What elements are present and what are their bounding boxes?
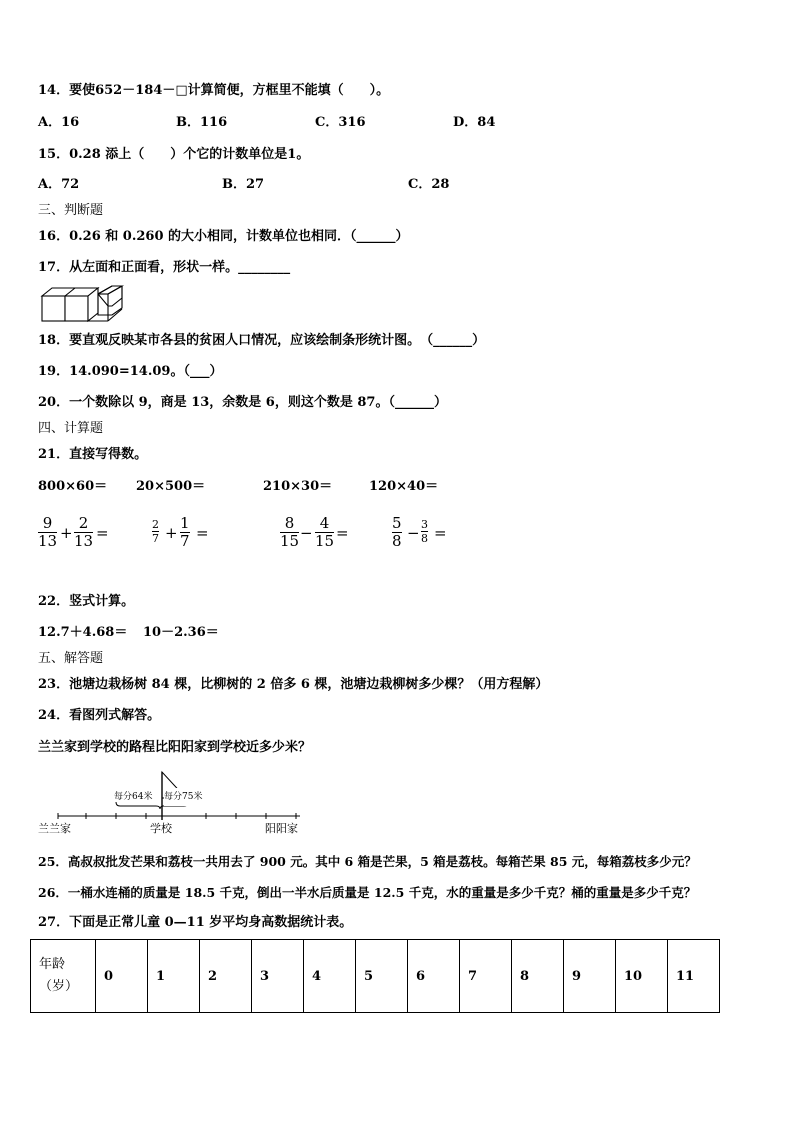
fraction-1b: 2 13 (74, 514, 94, 550)
q21-item-3: 210×30＝ (263, 479, 333, 494)
table-cell: 4 (304, 940, 356, 1013)
q15-option-b: B．27 (222, 177, 265, 192)
operator-plus: + (60, 524, 73, 542)
operator-minus: − (300, 524, 313, 542)
q27-stem: 27．下面是正常儿童 0—11 岁平均身高数据统计表。 (38, 915, 353, 930)
q21-stem: 21．直接写得数。 (38, 447, 148, 462)
table-cell: 9 (564, 940, 616, 1013)
q22-stem: 22．竖式计算。 (38, 594, 135, 609)
q14-option-a: A．16 (38, 115, 80, 130)
section-title-calculation: 四、计算题 (38, 421, 104, 436)
lanlan-home-label: 兰兰家 (38, 822, 71, 835)
table-cell: 8 (512, 940, 564, 1013)
table-row (31, 940, 720, 1013)
q14-stem: 14．要使652－184－□计算简便，方框里不能填（ ）。 (38, 83, 390, 98)
q14-option-b: B．116 (176, 115, 228, 130)
q24-question: 兰兰家到学校的路程比阳阳家到学校近多少米？ (38, 740, 312, 755)
yangyang-home-label: 阳阳家 (265, 822, 298, 835)
table-cell: 2 (200, 940, 252, 1013)
q22-item-1: 12.7＋4.68＝ (38, 625, 128, 640)
q18-stem: 18．要直观反映某市各县的贫困人口情况，应该绘制条形统计图。 （______） (38, 333, 486, 348)
section-title-solutions: 五、解答题 (38, 651, 104, 666)
fraction-4a: 5 8 (392, 514, 402, 550)
q23-stem: 23．池塘边栽杨树 84 棵，比柳树的 2 倍多 6 棵，池塘边栽柳树多少棵？（用方程解） (38, 677, 549, 692)
q14-option-c: C．316 (315, 115, 366, 130)
q19-stem: 19．14.090=14.09。（___） (38, 364, 223, 379)
school-label: 学校 (150, 822, 172, 835)
table-cell: 3 (252, 940, 304, 1013)
q21-item-1: 800×60＝ (38, 479, 108, 494)
equals-sign: = (96, 524, 109, 542)
q22-item-2: 10－2.36＝ (143, 625, 219, 640)
table-cell: 5 (356, 940, 408, 1013)
q24-stem: 24．看图列式解答。 (38, 708, 161, 723)
header-line-1: 年龄 (39, 957, 66, 972)
q14-option-d: D．84 (453, 115, 496, 130)
q20-stem: 20．一个数除以 9，商是 13，余数是 6，则这个数是 87。（______） (38, 395, 447, 410)
table-cell: 6 (408, 940, 460, 1013)
q21-item-4: 120×40＝ (369, 479, 439, 494)
fraction-4b: 3 8 (421, 518, 428, 545)
height-table (30, 939, 720, 1013)
table-cell: 11 (668, 940, 720, 1013)
cubes-figure (40, 284, 126, 324)
fraction-3b: 4 15 (315, 514, 335, 550)
section-title-judgement: 三、判断题 (38, 203, 104, 218)
equals-sign: = (196, 524, 209, 542)
right-speed-label: 每分75米 (164, 788, 202, 806)
table-cell: 7 (460, 940, 512, 1013)
table-cell: 0 (96, 940, 148, 1013)
q21-item-2: 20×500＝ (136, 479, 206, 494)
left-speed-label: 每分64米 (114, 792, 153, 802)
q15-option-c: C．28 (408, 177, 450, 192)
q25-stem: 25．高叔叔批发芒果和荔枝一共用去了 900 元。其中 6 箱是芒果，5 箱是荔枝。每箱芒果 85 元，每箱荔枝多少元？ (38, 854, 697, 869)
table-header-age (31, 940, 96, 1013)
fraction-2a: 2 7 (152, 518, 159, 545)
header-line-2: （岁） (39, 979, 79, 994)
equals-sign: = (336, 524, 349, 542)
q16-stem: 16．0.26 和 0.260 的大小相同，计数单位也相同．（______） (38, 229, 409, 244)
table-cell: 10 (616, 940, 668, 1013)
table-cell: 1 (148, 940, 200, 1013)
q26-stem: 26．一桶水连桶的质量是 18.5 千克，倒出一半水后质量是 12.5 千克，水的重量是多少千克？桶的重量是多少千克？ (38, 885, 697, 900)
equals-sign: = (434, 524, 447, 542)
operator-plus: + (165, 524, 178, 542)
q15-stem: 15．0.28 添上（ ）个它的计数单位是1。 (38, 147, 310, 162)
fraction-3a: 8 15 (280, 514, 300, 550)
fraction-2b: 1 7 (180, 514, 190, 550)
q17-stem: 17．从左面和正面看，形状一样。________ (38, 260, 291, 275)
operator-minus: − (407, 524, 420, 542)
fraction-1a: 9 13 (38, 514, 58, 550)
q15-option-a: A．72 (38, 177, 80, 192)
